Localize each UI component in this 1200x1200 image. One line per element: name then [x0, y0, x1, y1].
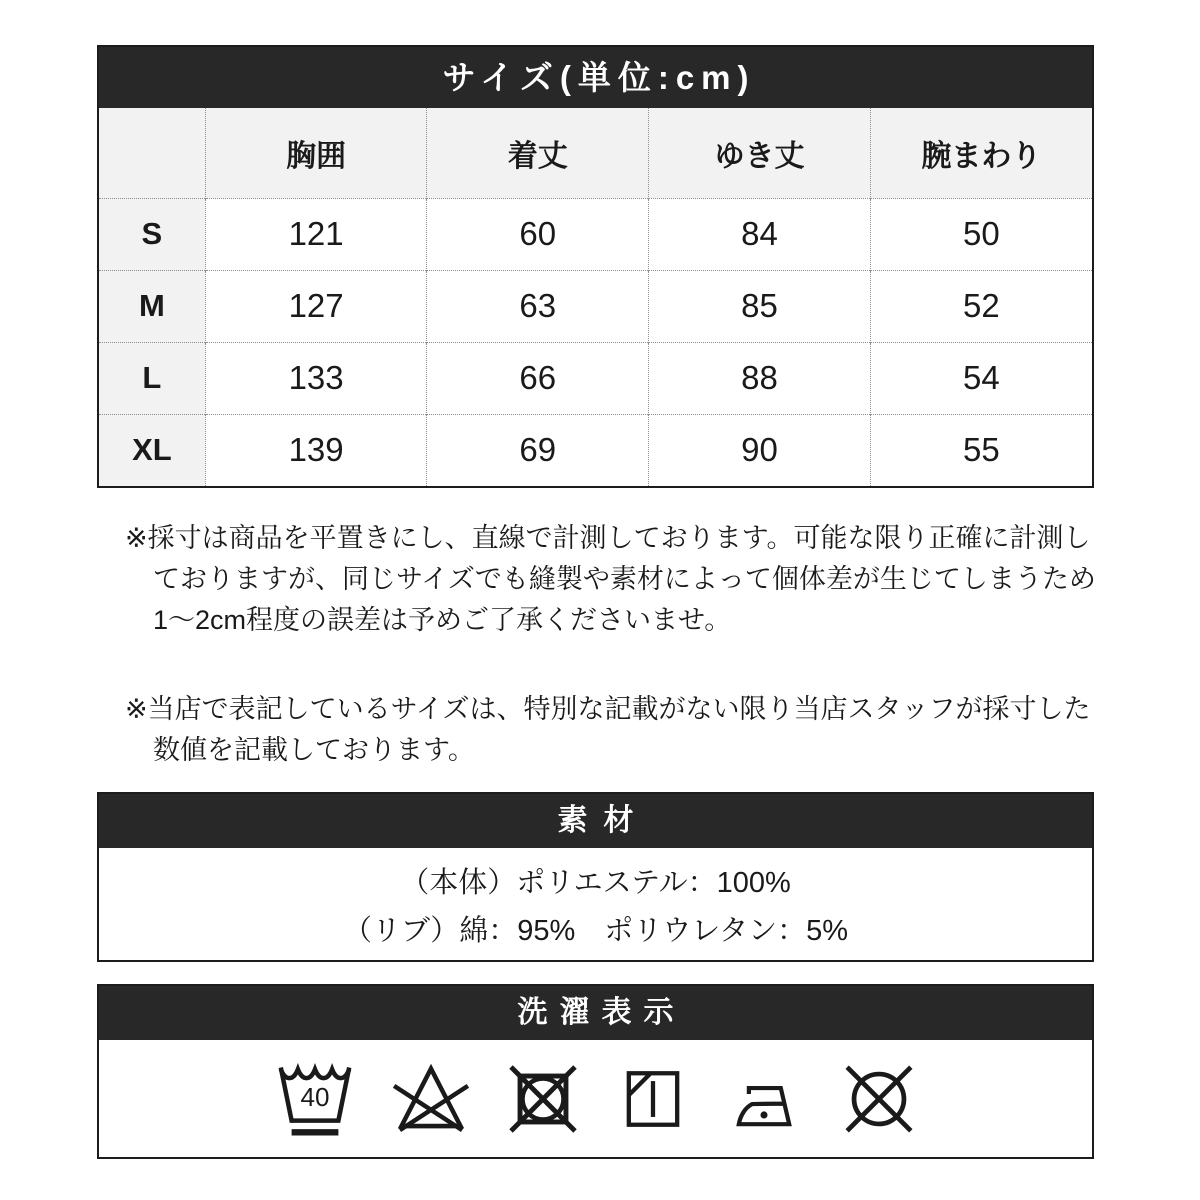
size-label: S	[99, 198, 205, 270]
cell-length: 66	[427, 342, 649, 414]
size-table-title: サイズ(単位:cm)	[99, 47, 1092, 108]
shade-line-dry-icon	[614, 1060, 692, 1138]
note-line: ※当店で表記しているサイズは、特別な記載がない限り当店スタッフが採寸した	[125, 694, 1091, 724]
table-row-m	[99, 270, 1092, 342]
cell-sleeve: 88	[649, 342, 871, 414]
cell-arm: 54	[870, 342, 1092, 414]
cell-sleeve: 85	[649, 270, 871, 342]
laundry-icons-row	[99, 1040, 1092, 1157]
wash-40-mild-icon	[270, 1054, 360, 1144]
size-label: XL	[99, 414, 205, 486]
table-row-xl	[99, 414, 1092, 486]
cell-chest: 121	[205, 198, 427, 270]
size-table-header-row	[99, 108, 1092, 198]
cell-chest: 127	[205, 270, 427, 342]
cell-chest: 139	[205, 414, 427, 486]
material-line-body: （本体）ポリエステル：100%	[400, 866, 791, 899]
col-header-arm: 腕まわり	[870, 108, 1092, 198]
laundry-section	[97, 984, 1094, 1159]
note-line: 数値を記載しております。	[153, 735, 475, 765]
size-label: M	[99, 270, 205, 342]
measurement-note	[125, 518, 1096, 641]
col-header-sleeve: ゆき丈	[649, 108, 871, 198]
cell-length: 63	[427, 270, 649, 342]
iron-low-heat-icon	[722, 1057, 806, 1141]
corner-cell	[99, 108, 205, 198]
note-line: ※採寸は商品を平置きにし、直線で計測しております。可能な限り正確に計測し	[125, 523, 1091, 553]
material-line-rib: （リブ）綿：95% ポリウレタン：5%	[342, 914, 849, 947]
no-dry-clean-icon	[836, 1056, 922, 1142]
size-label: L	[99, 342, 205, 414]
wash-temp-label: 40	[299, 1081, 330, 1112]
col-header-length: 着丈	[427, 108, 649, 198]
cell-arm: 55	[870, 414, 1092, 486]
note-line: ておりますが、同じサイズでも縫製や素材によって個体差が生じてしまうため	[153, 564, 1096, 594]
cell-length: 69	[427, 414, 649, 486]
table-row-l	[99, 342, 1092, 414]
cell-chest: 133	[205, 342, 427, 414]
no-bleach-icon	[390, 1058, 472, 1140]
material-body	[99, 848, 1092, 960]
cell-sleeve: 84	[649, 198, 871, 270]
material-title: 素材	[99, 794, 1092, 848]
note-line: 1～2cm程度の誤差は予めご了承くださいませ。	[153, 605, 732, 635]
table-row-s	[99, 198, 1092, 270]
size-table-section	[97, 45, 1094, 488]
material-section	[97, 792, 1094, 962]
size-table	[99, 108, 1092, 486]
cell-length: 60	[427, 198, 649, 270]
store-size-note	[125, 689, 1091, 771]
cell-sleeve: 90	[649, 414, 871, 486]
laundry-title: 洗濯表示	[99, 986, 1092, 1040]
cell-arm: 50	[870, 198, 1092, 270]
cell-arm: 52	[870, 270, 1092, 342]
col-header-chest: 胸囲	[205, 108, 427, 198]
no-tumble-dry-icon	[502, 1058, 584, 1140]
